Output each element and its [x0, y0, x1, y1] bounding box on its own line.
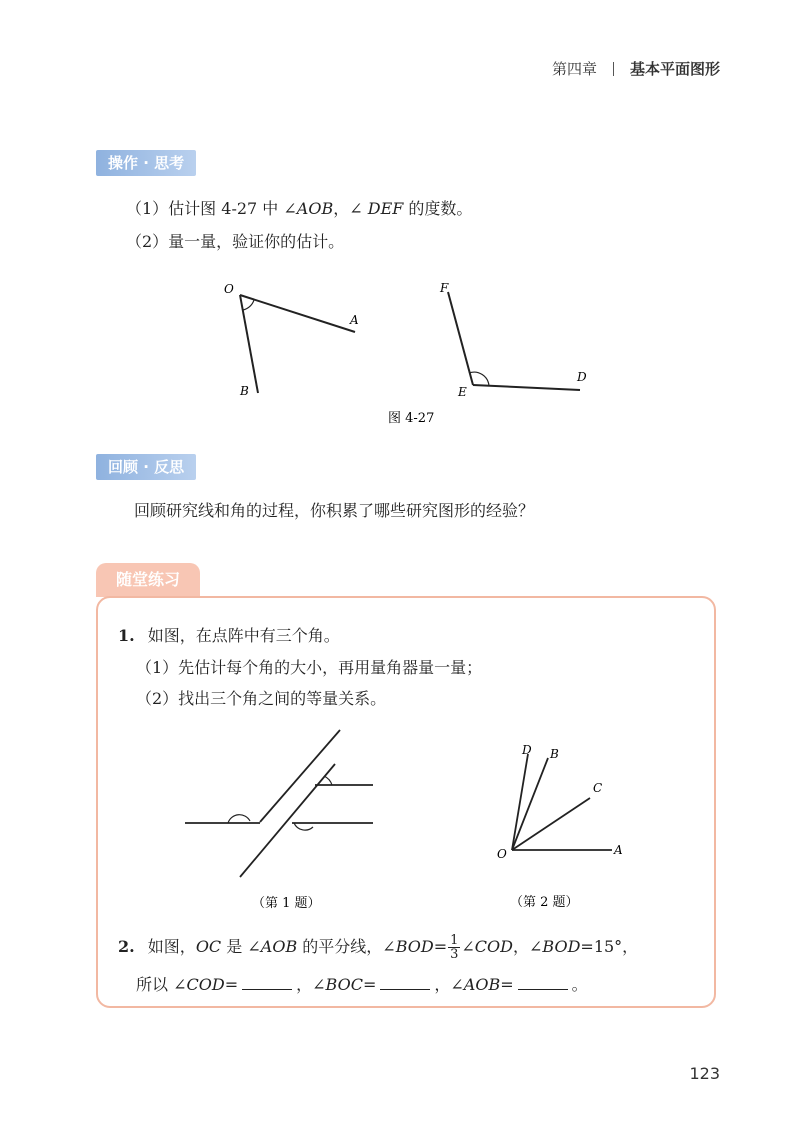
ray-ob: [240, 295, 258, 393]
answer-blank-aob[interactable]: [518, 975, 568, 990]
fig1-caption: （第 1 题）: [252, 896, 321, 911]
q1-suffix: 的度数。: [403, 199, 473, 218]
label-b: B: [240, 384, 249, 398]
answer-blank-cod[interactable]: [242, 975, 292, 990]
practice-2-number: 2.: [118, 937, 135, 956]
frac-den: 3: [450, 947, 459, 962]
p2-boc: BOC: [325, 975, 363, 994]
p2-oc: OC: [195, 937, 222, 956]
transversal-left: [240, 764, 335, 877]
chapter-label: 第四章: [551, 60, 597, 78]
p2-eq3: =: [500, 975, 514, 994]
p2-cod: COD: [474, 937, 513, 956]
p2-pre: 如图，: [147, 937, 196, 956]
ray-ob: [512, 758, 548, 850]
arc-aob: [243, 300, 254, 310]
label-a: A: [614, 843, 623, 857]
page-header: [552, 58, 720, 79]
q1-angle-aob: AOB: [296, 199, 334, 218]
answer-blank-boc[interactable]: [380, 975, 430, 990]
arc-1: [228, 815, 250, 823]
label-a: A: [350, 313, 359, 327]
p2-t1: 是 ∠: [221, 937, 261, 956]
question-1-text: [126, 196, 472, 219]
header-divider: [613, 62, 614, 76]
p2-aob: AOB: [260, 937, 298, 956]
p2-t3: =: [433, 937, 448, 956]
fig2-caption: （第 2 题）: [510, 895, 579, 910]
practice-1-text: [118, 623, 340, 646]
p2-bod: BOD: [395, 937, 434, 956]
p2-sep1: ，∠: [296, 975, 326, 994]
ray-ef: [448, 292, 473, 385]
practice-2-line2: [136, 972, 588, 995]
p2-t2: 的平分线，∠: [297, 937, 396, 956]
p2-t5: ，∠: [512, 937, 543, 956]
arc-3: [324, 776, 332, 785]
practice-1-sub2: （2）找出三个角之间的等量关系。: [136, 689, 387, 708]
transversal-upper: [260, 730, 340, 822]
practice-1-sub1: （1）先估计每个角的大小，再用量角器量一量；: [136, 658, 483, 677]
section-tag-operate-think: 操作 · 思考: [96, 150, 196, 176]
p2-cod2: COD: [186, 975, 225, 994]
label-b: B: [550, 747, 559, 761]
label-c: C: [593, 781, 603, 795]
page-number: 123: [689, 1064, 720, 1083]
chapter-title: 基本平面图形: [629, 60, 720, 78]
q1-mid: ，∠: [333, 199, 368, 218]
label-d: D: [522, 743, 532, 757]
practice-1-body: 如图，在点阵中有三个角。: [147, 626, 340, 645]
label-f: F: [440, 281, 449, 295]
label-e: E: [458, 385, 467, 399]
p2-eq1: =: [224, 975, 239, 994]
frac-num: 1: [450, 933, 459, 948]
practice-2-line1: [118, 934, 638, 961]
p2-t4: ∠: [461, 937, 475, 956]
figure-caption: 图 4-27: [388, 411, 435, 426]
ray-od: [512, 754, 528, 850]
p2-end: 。: [571, 975, 588, 994]
p2-t6: =15°，: [580, 937, 639, 956]
practice-1-number: 1.: [118, 626, 135, 645]
ray-oc: [512, 798, 590, 850]
practice-tab: 随堂练习: [96, 563, 200, 597]
p2-sep2: ，∠: [434, 975, 464, 994]
p2-bod2: BOD: [542, 937, 581, 956]
figure-problem-2: [490, 738, 640, 913]
review-text: 回顾研究线和角的过程，你积累了哪些研究图形的经验？: [134, 501, 535, 520]
label-d: D: [577, 370, 587, 384]
q1-prefix: （1）估计图 4-27 中 ∠: [126, 199, 297, 218]
ray-oa: [240, 295, 355, 332]
p2-line2a: 所以 ∠: [136, 975, 187, 994]
arc-2: [294, 823, 313, 830]
q1-angle-def: DEF: [367, 199, 404, 218]
p2-eq2: =: [362, 975, 377, 994]
label-o: O: [224, 282, 234, 296]
figure-4-27: [200, 270, 620, 440]
figure-problem-1: [180, 722, 400, 912]
question-2-text: （2）量一量，验证你的估计。: [126, 232, 345, 251]
label-o: O: [497, 847, 507, 861]
p2-aob2: AOB: [463, 975, 501, 994]
section-tag-review-reflect: 回顾 · 反思: [96, 454, 196, 480]
fraction-one-third: [448, 934, 460, 961]
